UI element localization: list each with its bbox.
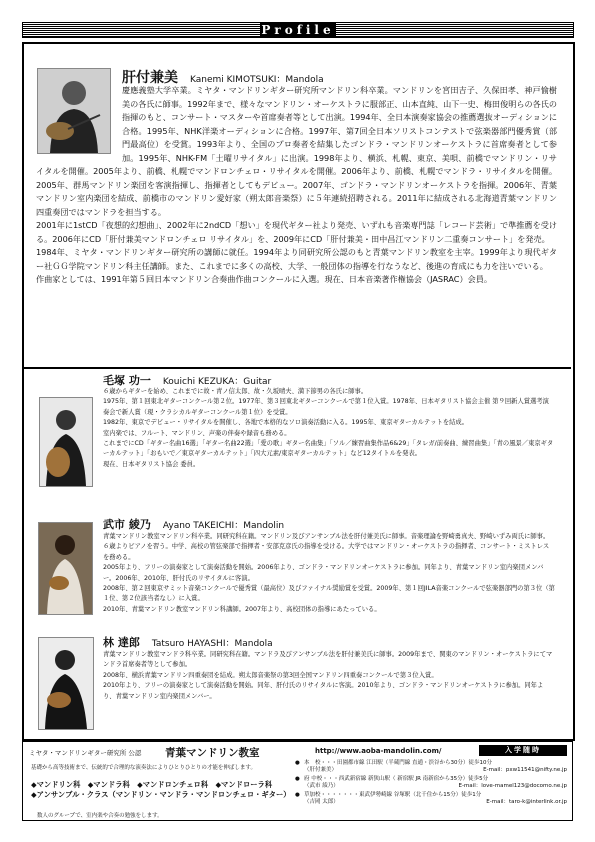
footer-url-link[interactable]: http://www.aoba-mandolin.com/ <box>315 747 442 755</box>
bullet-icon: ● <box>295 760 300 766</box>
footer-description: 基礎から高等技術まで、伝統的で合理的な演奏法によりひとりひとりの才能を伸ばします。 <box>31 765 256 771</box>
profile-bio: ６歳からギターを始め、これまでに故・青ノ信太郎、故・久坂晴夫、満下節男の各氏に師事。 1975年、第１回東北ギターコンクール第２位。1977年、第３回東北ギターコンクールで第１位入賞。1978年、日本ギタリスト協会主催 第９回新人賞選考演奏会で新人賞（現・クラシカルギターコンクール第１位）を受賞。 1982年、東京でデビュー・リサイタルを開催し、各地で本格的なソロ演奏活動に入る。1995年、東京ギターカルテットを結成。 室内楽では、フルート、マンドリン、声楽の伴奏や録音も務める。 これまでにCD「ギター名曲16選」「ギター名曲22選」「愛の歌」ギター名曲集」「ソル／練習曲集作品6&29」「タレガ/前奏曲、練習曲集」「青の風景／東京ギターカルテット」「おもいで／東京ギターカルテット」「四大元素/東京ギターカルテット」など12タイトルを発表。 現在、日本ギタリスト協会 委員。 <box>103 388 554 468</box>
location-email[interactable]: E-mail：love-mamel123@docomo.ne.jp <box>458 782 567 789</box>
location-teacher: （武市 綾乃） <box>304 782 339 789</box>
location-teacher: （肝付兼美） <box>304 766 338 773</box>
location-email[interactable]: E-mail：pxw11541@nifty.ne.jp <box>483 766 567 773</box>
profile-header <box>22 22 574 38</box>
header-hatch <box>335 22 574 38</box>
course-line: ◆アンサンブル・クラス（マンドリン・マンドラ・マンドロンチェロ・ギター） <box>31 790 291 799</box>
profile-name-row <box>103 634 273 650</box>
admission-badge: 入学随時 <box>479 745 567 756</box>
course-line: ◆マンドリン科 ◆マンドラ科 ◆マンドロンチェロ科 ◆マンドローラ科 <box>31 780 273 789</box>
footer-ad <box>22 741 573 821</box>
profile-name-en: Tatsuro HAYASHI：Mandola <box>151 639 273 649</box>
profile-bio: 青葉マンドリン教室マンドリン科卒業。同研究科在籍。マンドリン及びアンサンブル法を肝付兼美氏に師事。音楽理論を野崎勇真夫、野崎いずみ両氏に師事。６歳よりピアノを習う。中学、高校の管弦楽部で指揮者・安部克彦氏の指導を受ける。大学ではマンドリン・オーケストラの指揮者、コンサート・ミストレスを務める。 2005年より、フリーの演奏家として演奏活動を開始。2006年より、ゴンドラ・マンドリンオーケストラに参加。同年より、青葉マンドリン室内楽団メンバー。2006年、2010年、肝付氏のリサイタルに客演。 2008年、第２回東京サミット音楽コンクールで優秀賞（最高位）及びファイナル奨励賞を受賞。2009年、第１回JILA音楽コンクールで弦楽器部門の第３位（第１位、第２位該当者なし）に入賞。 2010年、青葉マンドリン教室マンドリン科講師。2007年より、高校団体の指導にあたっている。 <box>103 533 555 613</box>
profile-name-en: Ayano TAKEICHI：Mandolin <box>162 521 285 531</box>
profile-name-en: Kouichi KEZUKA：Guitar <box>162 377 272 387</box>
page-title: Profile <box>261 23 335 37</box>
footer-school-name: 青葉マンドリン教室 <box>165 747 260 759</box>
location-email[interactable]: E-mail：taro-k@interlink.or.jp <box>486 798 567 805</box>
portrait-photo <box>39 397 93 487</box>
header-hatch <box>22 22 261 38</box>
profile-name-jp: 林 達郎 <box>103 636 140 649</box>
bullet-icon: ● <box>295 792 300 798</box>
location-list <box>295 760 567 808</box>
location-item <box>295 776 567 789</box>
profile-name-row <box>103 372 271 388</box>
section-divider <box>22 367 571 369</box>
profile-name-jp: 毛塚 功一 <box>103 374 151 387</box>
main-bio: 慶應義塾大学卒業。ミヤタ・マンドリンギター研究所マンドリン科卒業。マンドリンを宮田吉子、久保田孝、神戸愉樹美の各氏に師事。1992年まで、様々なマンドリン・オーケストラに服部正、山本直純、山下一史、梅田俊明らの各氏の指揮のもと、コンサート・マスターや首席奏者等として出演。1994年、全日本演奏家協会の推薦選抜オーディションに合格。1995年、NHK洋楽オーディションに合格。1997年、第7回全日本ソリストコンテストで弦楽器部門優秀賞（部門最高位）を受賞。1993年より、全国のプロ奏者を結集したゴンドラ・マンドリンオーケストラに首席奏者として参加。1995年、NHK-FM「土曜リサイタル」に出演。1998年より、横浜、札幌、東京、美唄、前橋でマンドリン・リサイタルを開催。2005年より、前橋、札幌でマンドロンチェロ・リサイタルを開催。2006年より、前橋、札幌でマンドラ・リサイタルを開催。2005年、群馬マンドリン楽団を客演指揮し、指揮者としてもデビュー。2007年、ゴンドラ・マンドリンオーケストラを指揮。2006年、青葉マンドリン室内楽団を結成、前橋市のマンドリン愛好家（朔太郎音楽祭）に５年連続招聘される。2011年に結成される北海道青葉マンドリン四重奏団ではマンドラを担当する。 2001年に1stCD「夜想的幻想曲」、2002年に2ndCD「想い」を現代ギター社より発売、いずれも音楽専門誌「レコード芸術」で準推薦を受ける。2006年にCD「肝付兼美マンドロンチェロ リサイタル」を、2009年にCD「肝付兼美・田中昌江マンドリン二重奏コンサート」を発売。 1984年、ミヤタ・マンドリンギター研究所の講師に就任。1994年より同研究所公認のもと青葉マンドリン教室を主宰。1999年より現代ギター社ＧＧ学院マンドリン科主任講師。また、これまでに多くの高校、大学、一般団体の指導を行なうなど、後進の育成にも力を注いでいる。 作曲家としては、1991年第５回日本マンドリン合奏曲作曲コンクールに入選。現在、日本音楽著作権協会（JASRAC）会員。 <box>36 85 557 284</box>
location-item <box>295 760 567 773</box>
profile-name-jp: 肝付兼美 <box>122 70 178 86</box>
portrait-photo <box>38 637 94 730</box>
location-line: 府 中校・・・西武新宿線 新狭山駅（ 新宿駅 JR 南新宿から35分）徒歩5分 <box>304 776 489 782</box>
location-line: 草加校・・・・・・・東武伊勢崎線 谷塚駅（北千住から15分）徒歩1分 <box>304 792 482 798</box>
location-line: 本 校・・・田園都市線 江田駅（半蔵門線 直通・渋谷から30分）徒歩10分 <box>304 760 492 766</box>
profile-name-en: Kanemi KIMOTSUKI：Mandola <box>190 75 324 85</box>
location-item <box>295 792 567 805</box>
footer-org: ミヤタ・マンドリンギター研究所 公認 <box>29 749 142 757</box>
profile-bio: 青葉マンドリン教室マンドラ科卒業。同研究科在籍。マンドラ及びアンサンブル法を肝付兼美氏に師事。2009年まで、関東のマンドリン・オーケストラにてマンドラ首席奏者等として参加。 2008年、横浜青葉マンドリン四重奏団を結成。朔太郎音楽祭の第3回全国マンドリン四重奏コンクールで第３位入賞。 2010年より、フリーの演奏家として演奏活動を開始。同年、肝付氏のリサイタルに客演。2010年より、ゴンドラ・マンドリンオーケストラに参加。同年より、青葉マンドリン室内楽団メンバー。 <box>103 651 553 700</box>
profile-name-jp: 武市 綾乃 <box>103 518 151 531</box>
course-note: 数人のグループで、室内楽や合奏の勉強をします。 <box>37 813 163 819</box>
profile-name-row <box>103 516 284 532</box>
bullet-icon: ● <box>295 776 300 782</box>
portrait-photo <box>38 522 93 615</box>
location-teacher: （吉岡 太郎） <box>304 798 339 805</box>
course-list <box>31 780 293 800</box>
